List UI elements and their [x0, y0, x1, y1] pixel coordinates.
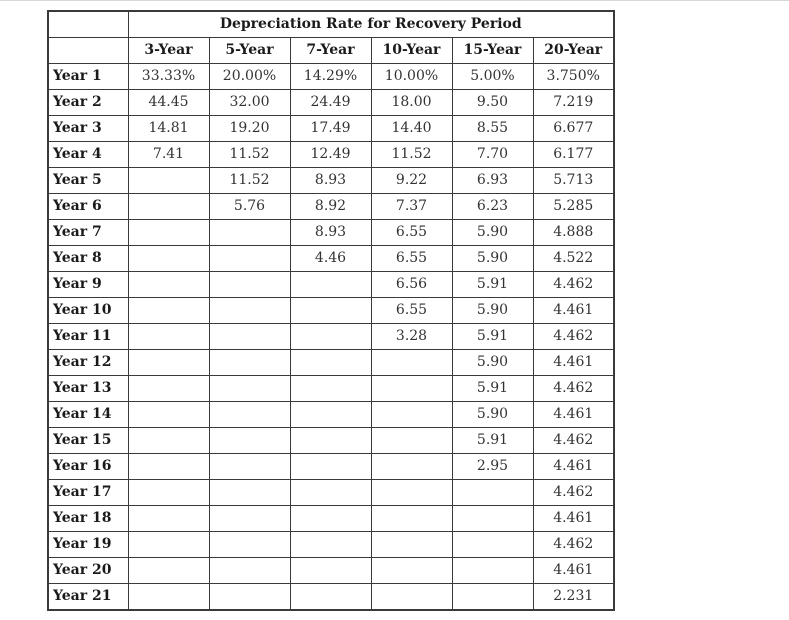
- rate-cell: 7.41: [128, 142, 209, 168]
- rate-cell: 10.00%: [371, 64, 452, 90]
- table-row: [48, 558, 614, 584]
- rate-cell: [452, 506, 533, 532]
- rate-cell: 9.50: [452, 90, 533, 116]
- rate-cell: [209, 402, 290, 428]
- rate-cell: [290, 350, 371, 376]
- rate-cell: [290, 480, 371, 506]
- row-label: Year 1: [48, 64, 128, 90]
- rate-cell: 24.49: [290, 90, 371, 116]
- table-row: [48, 90, 614, 116]
- rate-cell: 12.49: [290, 142, 371, 168]
- rate-cell: 4.46: [290, 246, 371, 272]
- table-row: [48, 350, 614, 376]
- rate-cell: [209, 532, 290, 558]
- rate-cell: 4.462: [533, 480, 614, 506]
- rate-cell: [128, 350, 209, 376]
- rate-cell: 8.55: [452, 116, 533, 142]
- table-row: [48, 376, 614, 402]
- rate-cell: 4.461: [533, 298, 614, 324]
- row-label: Year 10: [48, 298, 128, 324]
- row-label: Year 15: [48, 428, 128, 454]
- rate-cell: 8.93: [290, 168, 371, 194]
- rate-cell: [371, 428, 452, 454]
- rate-cell: [128, 194, 209, 220]
- rate-cell: 4.461: [533, 558, 614, 584]
- rate-cell: 6.55: [371, 220, 452, 246]
- rate-cell: [209, 428, 290, 454]
- rate-cell: 44.45: [128, 90, 209, 116]
- rate-cell: [290, 532, 371, 558]
- row-label: Year 6: [48, 194, 128, 220]
- rate-cell: [128, 376, 209, 402]
- table-row: [48, 402, 614, 428]
- rate-cell: 11.52: [371, 142, 452, 168]
- rate-cell: 4.462: [533, 376, 614, 402]
- rate-cell: 32.00: [209, 90, 290, 116]
- rate-cell: [128, 168, 209, 194]
- column-header-10-year: 10-Year: [371, 38, 452, 64]
- rate-cell: 6.23: [452, 194, 533, 220]
- rate-cell: [128, 584, 209, 611]
- table-caption-row: [48, 11, 614, 38]
- rate-cell: 6.55: [371, 246, 452, 272]
- column-header-20-year: 20-Year: [533, 38, 614, 64]
- column-header-row: [48, 38, 614, 64]
- row-label: Year 17: [48, 480, 128, 506]
- rate-cell: [371, 454, 452, 480]
- rate-cell: 4.461: [533, 506, 614, 532]
- top-divider: [0, 0, 789, 1]
- row-label: Year 11: [48, 324, 128, 350]
- rate-cell: 9.22: [371, 168, 452, 194]
- table-row: [48, 220, 614, 246]
- rate-cell: 6.93: [452, 168, 533, 194]
- row-label: Year 9: [48, 272, 128, 298]
- row-label: Year 8: [48, 246, 128, 272]
- rate-cell: [128, 480, 209, 506]
- row-label: Year 2: [48, 90, 128, 116]
- rate-cell: [290, 454, 371, 480]
- column-header-7-year: 7-Year: [290, 38, 371, 64]
- rate-cell: 5.00%: [452, 64, 533, 90]
- rate-cell: [128, 532, 209, 558]
- column-header-3-year: 3-Year: [128, 38, 209, 64]
- rate-cell: [290, 428, 371, 454]
- rate-cell: 4.462: [533, 532, 614, 558]
- row-label: Year 7: [48, 220, 128, 246]
- rate-cell: [290, 298, 371, 324]
- rate-cell: [209, 558, 290, 584]
- rate-cell: 11.52: [209, 142, 290, 168]
- rate-cell: [371, 532, 452, 558]
- rate-cell: [128, 454, 209, 480]
- rate-cell: 5.91: [452, 324, 533, 350]
- rate-cell: 2.95: [452, 454, 533, 480]
- rate-cell: [209, 246, 290, 272]
- table-row: [48, 168, 614, 194]
- table-row: [48, 584, 614, 611]
- row-label: Year 12: [48, 350, 128, 376]
- rate-cell: [209, 376, 290, 402]
- rate-cell: [290, 506, 371, 532]
- rate-cell: [128, 324, 209, 350]
- rate-cell: 4.462: [533, 324, 614, 350]
- rate-cell: 4.888: [533, 220, 614, 246]
- rate-cell: [128, 272, 209, 298]
- rate-cell: 4.462: [533, 428, 614, 454]
- rate-cell: 8.92: [290, 194, 371, 220]
- table-row: [48, 506, 614, 532]
- table-body: [48, 64, 614, 611]
- header-empty-cell: [48, 38, 128, 64]
- rate-cell: 4.462: [533, 272, 614, 298]
- rate-cell: 3.28: [371, 324, 452, 350]
- rate-cell: 2.231: [533, 584, 614, 611]
- rate-cell: 20.00%: [209, 64, 290, 90]
- rate-cell: 6.177: [533, 142, 614, 168]
- table-row: [48, 64, 614, 90]
- rate-cell: 5.76: [209, 194, 290, 220]
- rate-cell: 5.285: [533, 194, 614, 220]
- rate-cell: [209, 454, 290, 480]
- rate-cell: 17.49: [290, 116, 371, 142]
- table-row: [48, 324, 614, 350]
- rate-cell: [290, 376, 371, 402]
- row-label: Year 16: [48, 454, 128, 480]
- rate-cell: 5.90: [452, 298, 533, 324]
- rate-cell: [128, 246, 209, 272]
- rate-cell: [452, 480, 533, 506]
- rate-cell: [209, 350, 290, 376]
- rate-cell: 5.90: [452, 246, 533, 272]
- rate-cell: [371, 584, 452, 611]
- rate-cell: 4.461: [533, 350, 614, 376]
- rate-cell: 5.90: [452, 350, 533, 376]
- rate-cell: 5.91: [452, 428, 533, 454]
- row-label: Year 20: [48, 558, 128, 584]
- rate-cell: [209, 584, 290, 611]
- table-title: Depreciation Rate for Recovery Period: [128, 11, 614, 38]
- rate-cell: [209, 480, 290, 506]
- rate-cell: [128, 220, 209, 246]
- rate-cell: [209, 220, 290, 246]
- rate-cell: 18.00: [371, 90, 452, 116]
- rate-cell: 33.33%: [128, 64, 209, 90]
- rate-cell: [128, 506, 209, 532]
- caption-empty-cell: [48, 11, 128, 38]
- rate-cell: [452, 532, 533, 558]
- rate-cell: 5.91: [452, 376, 533, 402]
- rate-cell: [209, 272, 290, 298]
- table-row: [48, 194, 614, 220]
- rate-cell: [371, 506, 452, 532]
- rate-cell: 6.55: [371, 298, 452, 324]
- table-row: [48, 298, 614, 324]
- row-label: Year 21: [48, 584, 128, 611]
- row-label: Year 18: [48, 506, 128, 532]
- rate-cell: 5.90: [452, 220, 533, 246]
- rate-cell: 11.52: [209, 168, 290, 194]
- table-row: [48, 116, 614, 142]
- rate-cell: [452, 558, 533, 584]
- rate-cell: [371, 350, 452, 376]
- rate-cell: 19.20: [209, 116, 290, 142]
- table-row: [48, 428, 614, 454]
- row-label: Year 13: [48, 376, 128, 402]
- rate-cell: [371, 480, 452, 506]
- rate-cell: [209, 298, 290, 324]
- rate-cell: [128, 428, 209, 454]
- rate-cell: 14.29%: [290, 64, 371, 90]
- rate-cell: 5.90: [452, 402, 533, 428]
- rate-cell: 7.219: [533, 90, 614, 116]
- rate-cell: 14.40: [371, 116, 452, 142]
- rate-cell: 6.56: [371, 272, 452, 298]
- rate-cell: [209, 506, 290, 532]
- rate-cell: 3.750%: [533, 64, 614, 90]
- rate-cell: 4.522: [533, 246, 614, 272]
- table-row: [48, 532, 614, 558]
- rate-cell: 4.461: [533, 454, 614, 480]
- table-row: [48, 272, 614, 298]
- rate-cell: 4.461: [533, 402, 614, 428]
- rate-cell: [290, 558, 371, 584]
- rate-cell: [128, 298, 209, 324]
- rate-cell: 5.713: [533, 168, 614, 194]
- rate-cell: [128, 558, 209, 584]
- rate-cell: [371, 558, 452, 584]
- rate-cell: [290, 324, 371, 350]
- rate-cell: 5.91: [452, 272, 533, 298]
- row-label: Year 19: [48, 532, 128, 558]
- table-row: [48, 480, 614, 506]
- rate-cell: [290, 584, 371, 611]
- rate-cell: 7.70: [452, 142, 533, 168]
- rate-cell: [452, 584, 533, 611]
- row-label: Year 4: [48, 142, 128, 168]
- column-header-15-year: 15-Year: [452, 38, 533, 64]
- row-label: Year 3: [48, 116, 128, 142]
- rate-cell: 14.81: [128, 116, 209, 142]
- table-row: [48, 246, 614, 272]
- rate-cell: [371, 402, 452, 428]
- rate-cell: 8.93: [290, 220, 371, 246]
- rate-cell: [128, 402, 209, 428]
- rate-cell: [290, 402, 371, 428]
- rate-cell: [209, 324, 290, 350]
- rate-cell: [290, 272, 371, 298]
- table-row: [48, 454, 614, 480]
- table-row: [48, 142, 614, 168]
- rate-cell: 7.37: [371, 194, 452, 220]
- row-label: Year 5: [48, 168, 128, 194]
- row-label: Year 14: [48, 402, 128, 428]
- depreciation-rate-table: [47, 10, 615, 611]
- column-header-5-year: 5-Year: [209, 38, 290, 64]
- rate-cell: [371, 376, 452, 402]
- rate-cell: 6.677: [533, 116, 614, 142]
